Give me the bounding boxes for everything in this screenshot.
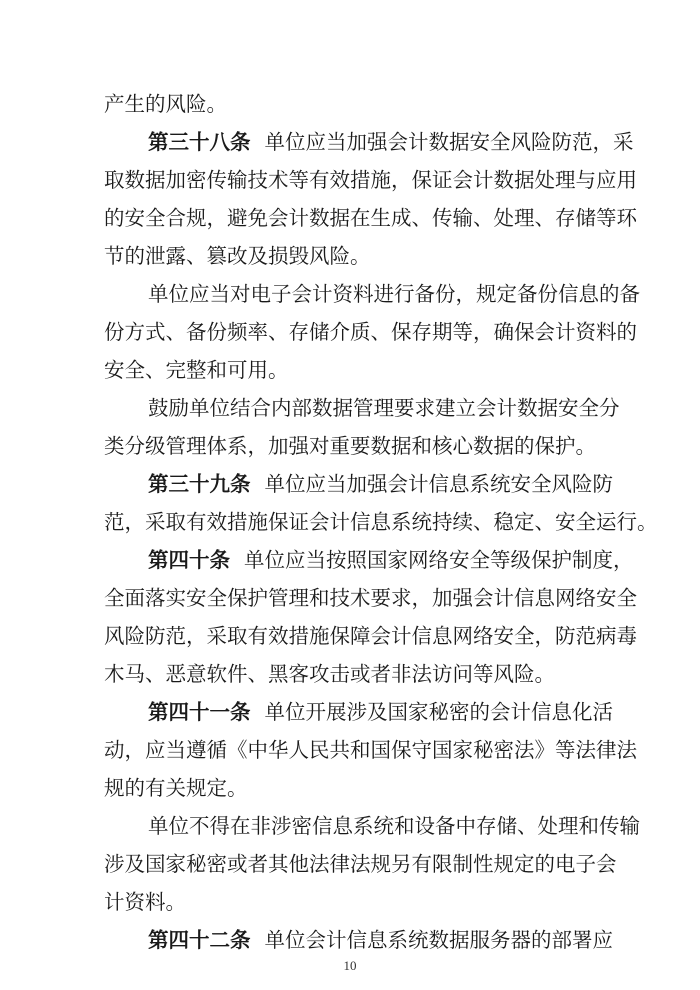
text-line: 规的有关规定。 — [104, 776, 248, 800]
article-39-heading-line: 第三十九条 单位应当加强会计信息系统安全风险防 — [148, 472, 613, 496]
text-line: 木马、恶意软件、黑客攻击或者非法访问等风险。 — [104, 662, 555, 686]
article-label: 第四十一条 — [148, 700, 251, 724]
page-number: 10 — [343, 958, 357, 973]
text-line: 动，应当遵循《中华人民共和国保守国家秘密法》等法律法 — [104, 738, 637, 762]
text-line: 计资料。 — [104, 890, 186, 914]
text-line: 取数据加密传输技术等有效措施，保证会计数据处理与应用 — [104, 168, 637, 192]
text-line: 产生的风险。 — [104, 92, 227, 116]
article-label: 第四十二条 — [148, 928, 251, 952]
text-line: 单位应当对电子会计资料进行备份，规定备份信息的备 — [148, 282, 640, 306]
article-label: 第三十九条 — [148, 472, 251, 496]
article-label: 第三十八条 — [148, 130, 251, 154]
text-line: 单位不得在非涉密信息系统和设备中存储、处理和传输 — [148, 814, 640, 838]
text-line: 份方式、备份频率、存储介质、保存期等，确保会计资料的 — [104, 320, 637, 344]
text-line: 风险防范，采取有效措施保障会计信息网络安全，防范病毒 — [104, 624, 637, 648]
text-line: 安全、完整和可用。 — [104, 358, 289, 382]
article-40-heading-line: 第四十条 单位应当按照国家网络安全等级保护制度， — [148, 548, 634, 572]
article-38-heading-line: 第三十八条 单位应当加强会计数据安全风险防范，采 — [148, 130, 634, 154]
text-line: 涉及国家秘密或者其他法律法规另有限制性规定的电子会 — [104, 852, 617, 876]
article-42-heading-line: 第四十二条 单位会计信息系统数据服务器的部署应 — [148, 928, 613, 952]
text-line: 的安全合规，避免会计数据在生成、传输、处理、存储等环 — [104, 206, 637, 230]
article-41-heading-line: 第四十一条 单位开展涉及国家秘密的会计信息化活 — [148, 700, 613, 724]
text-line: 范，采取有效措施保证会计信息系统持续、稳定、安全运行。 — [104, 510, 658, 534]
text-line: 节的泄露、篡改及损毁风险。 — [104, 244, 371, 268]
article-label: 第四十条 — [148, 548, 230, 572]
text-line: 全面落实安全保护管理和技术要求，加强会计信息网络安全 — [104, 586, 637, 610]
text-line: 类分级管理体系，加强对重要数据和核心数据的保护。 — [104, 434, 596, 458]
text-line: 鼓励单位结合内部数据管理要求建立会计数据安全分 — [148, 396, 620, 420]
